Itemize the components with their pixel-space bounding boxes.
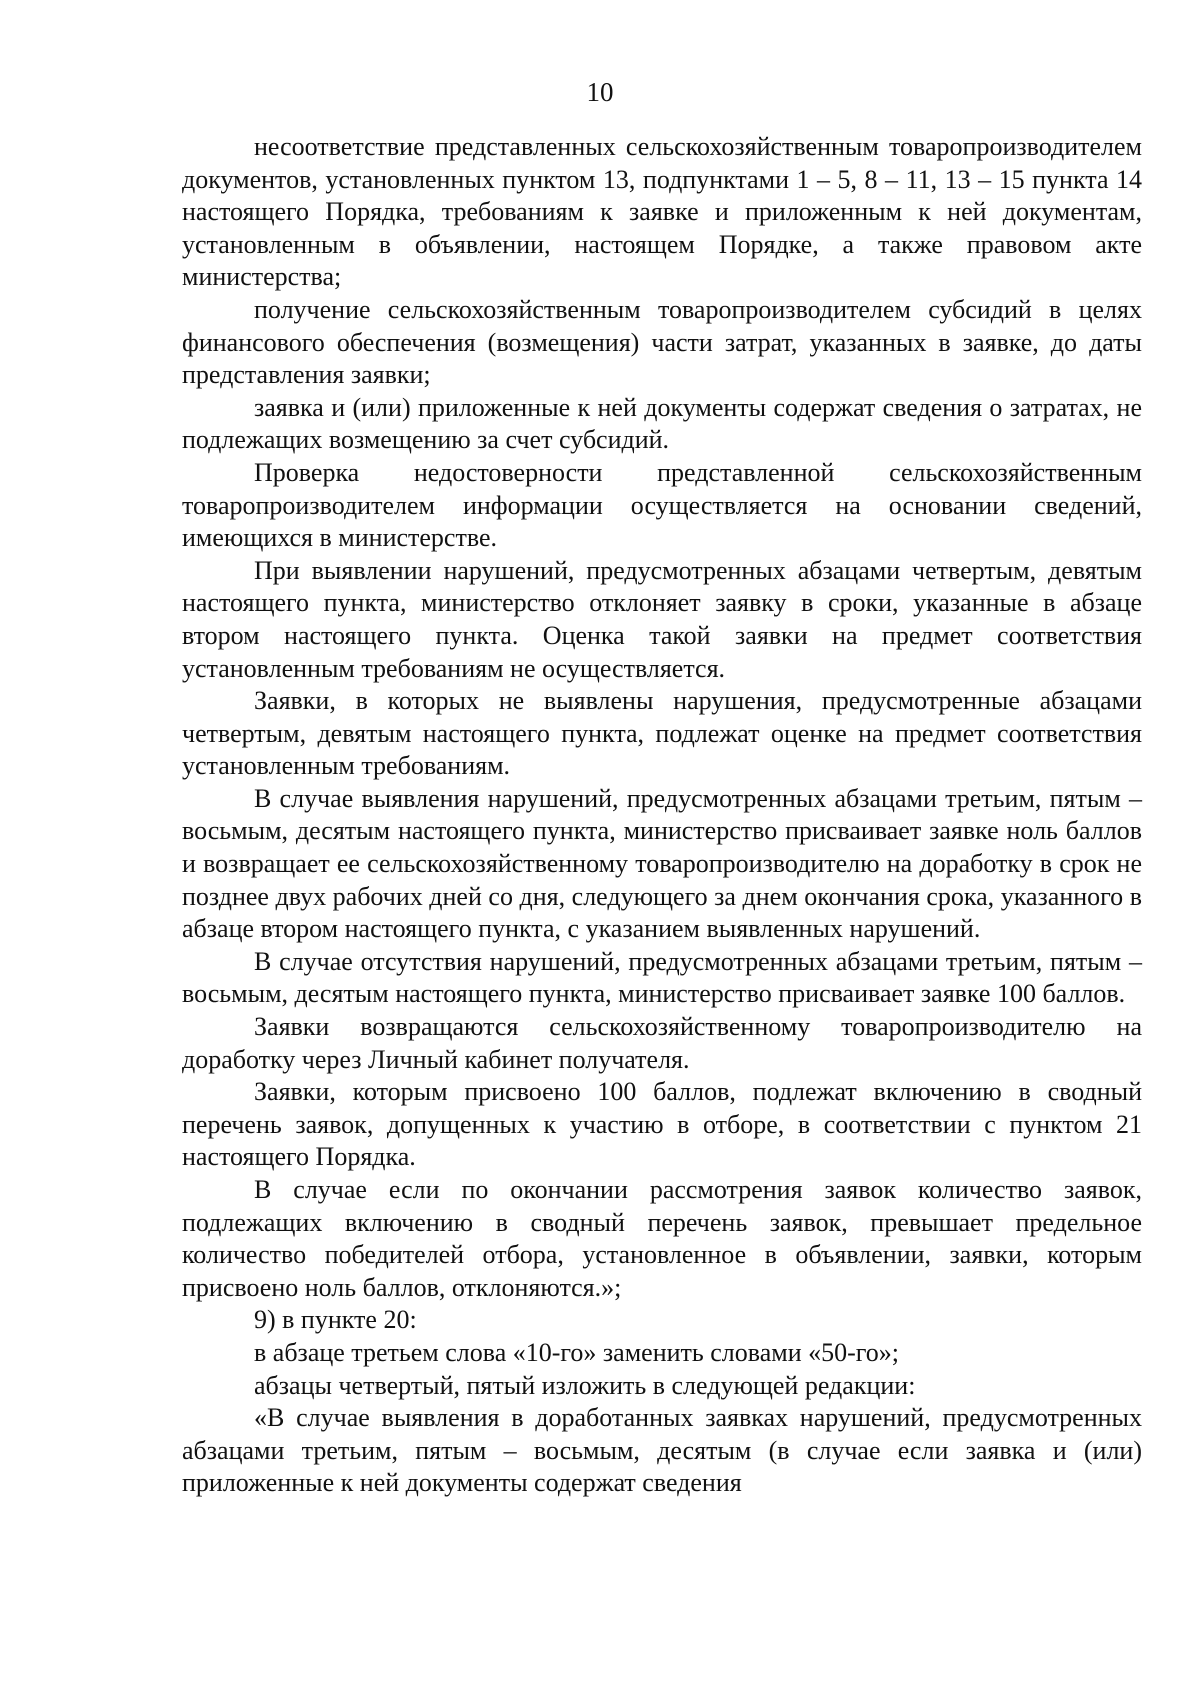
paragraph: «В случае выявления в доработанных заявках нарушений, предусмотренных абзацами третьим, пятым – восьмым, десятым (в случае если заявка и (или) приложенные к ней документы содержат сведения bbox=[182, 1403, 1142, 1498]
paragraph: Проверка недостоверности представленной сельскохозяйственным товаропроизводителем информации осуществляется на основании сведений, имеющихся в министерстве. bbox=[182, 457, 1142, 553]
paragraph: 9) в пункте 20: bbox=[254, 1305, 417, 1335]
paragraph: При выявлении нарушений, предусмотренных абзацами четвертым, девятым настоящего пункта, министерство отклоняет заявку в сроки, указанные в абзаце втором настоящего пункта. Оценка такой заявки на предмет соответствия установленным требованиям не осуществляется. bbox=[182, 555, 1142, 683]
page-number: 10 bbox=[586, 77, 614, 107]
paragraph: абзацы четвертый, пятый изложить в следующей редакции: bbox=[254, 1370, 916, 1400]
paragraph: получение сельскохозяйственным товаропроизводителем субсидий в целях финансового обеспечения (возмещения) части затрат, указанных в заявке, до даты представления заявки; bbox=[182, 294, 1142, 390]
paragraph: Заявки возвращаются сельскохозяйственному товаропроизводителю на доработку через Личный кабинет получателя. bbox=[182, 1012, 1142, 1074]
paragraph: В случае выявления нарушений, предусмотренных абзацами третьим, пятым – восьмым, десятым настоящего пункта, министерство присваивает заявке ноль баллов и возвращает ее сельскохозяйственному товаропроизводителю на доработку в срок не позднее двух рабочих дней со дня, следующего за днем окончания срока, указанного в абзаце втором настоящего пункта, с указанием выявленных нарушений. bbox=[182, 783, 1142, 944]
paragraph: В случае если по окончании рассмотрения заявок количество заявок, подлежащих включению в сводный перечень заявок, превышает предельное количество победителей отбора, установленное в объявлении, заявки, которым присвоено ноль баллов, отклоняются.»; bbox=[182, 1175, 1142, 1302]
paragraph: несоответствие представленных сельскохозяйственным товаропроизводителем документов, установленных пунктом 13, подпунктами 1 – 5, 8 – 11, 13 – 15 пункта 14 настоящего Порядка, требованиям к заявке и приложенным к ней документам, установленным в объявлении, настоящем Порядке, а также правовом акте министерства; bbox=[182, 132, 1142, 292]
paragraph: Заявки, которым присвоено 100 баллов, подлежат включению в сводный перечень заявок, допущенных к участию в отборе, в соответствии с пунктом 21 настоящего Порядка. bbox=[182, 1077, 1142, 1172]
document-body bbox=[182, 131, 1142, 1500]
paragraph: заявка и (или) приложенные к ней документы содержат сведения о затратах, не подлежащих возмещению за счет субсидий. bbox=[182, 392, 1142, 455]
paragraph: В случае отсутствия нарушений, предусмотренных абзацами третьим, пятым – восьмым, десятым настоящего пункта, министерство присваивает заявке 100 баллов. bbox=[182, 946, 1142, 1009]
paragraph: в абзаце третьем слова «10-го» заменить словами «50-го»; bbox=[254, 1337, 900, 1367]
paragraph: Заявки, в которых не выявлены нарушения, предусмотренные абзацами четвертым, девятым настоящего пункта, подлежат оценке на предмет соответствия установленным требованиям. bbox=[182, 686, 1142, 781]
